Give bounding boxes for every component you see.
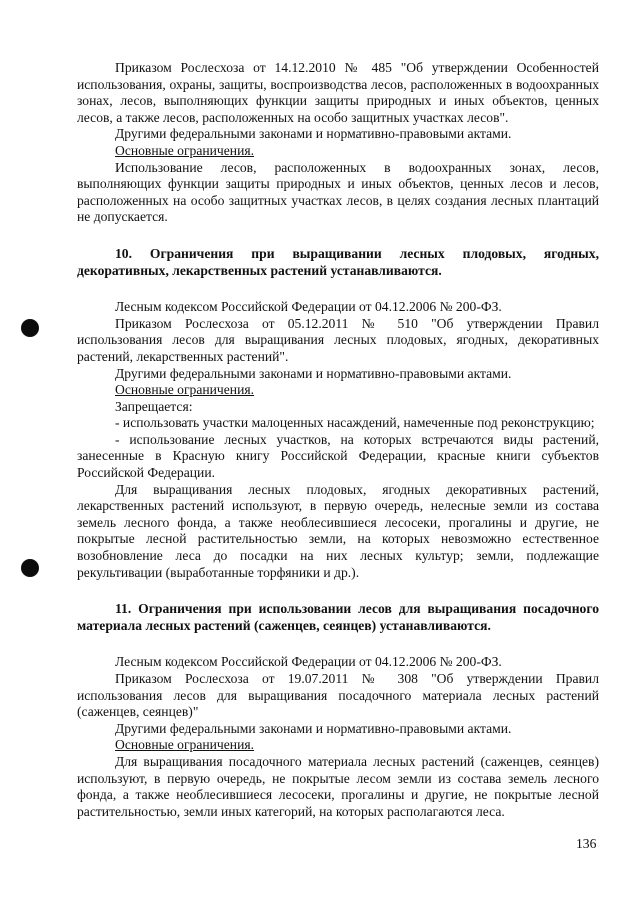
- other-laws-line: Другими федеральными законами и нормативно-правовыми актами.: [115, 126, 512, 142]
- order-2011-510-paragraph: Приказом Рослесхоза от 05.12.2011 № 510 "Об утверждении Правил использования лесов для выращивания лесных плодовых, ягодных, декоративных растений, лекарственных растений".: [77, 315, 599, 364]
- restriction-paragraph: Использование лесов, расположенных в водоохранных зонах, лесов, выполняющих функции защиты природных и иных объектов, ценных лесов и лесов, расположенных на особо защитных участках лесов, в целях создания лесных плантаций не допускается.: [77, 159, 599, 225]
- order-2011-308-paragraph: Приказом Рослесхоза от 19.07.2011 № 308 "Об утверждении Правил использования лесов для выращивания посадочного материала лесных растений (саженцев, сеянцев)": [77, 671, 599, 720]
- restrictions-label: Основные ограничения.: [115, 142, 255, 158]
- other-laws-line: Другими федеральными законами и нормативно-правовыми актами.: [115, 720, 512, 736]
- restrictions-label: Основные ограничения.: [115, 737, 255, 753]
- restrictions-label: Основные ограничения.: [115, 382, 255, 398]
- section-10-heading: 10. Ограничения при выращивании лесных плодовых, ягодных, декоративных, лекарственных растений устанавливаются.: [77, 245, 599, 278]
- usage-paragraph: Для выращивания лесных плодовых, ягодных декоративных растений, лекарственных растений используют, в первую очередь, нелесные земли из состава земель лесного фонда, а также необлесившиеся лесосеки, прогалины и другие, не покрытые лесной растительностью земли, на которых невозможно естественное возобновление леса до посадки на них лесных культур; земли, подлежащие рекультивации (выработанные торфяники и др.).: [77, 481, 599, 580]
- usage-paragraph: Для выращивания посадочного материала лесных растений (саженцев, сеянцев) используют, в первую очередь, не покрытые лесом земли из состава земель лесного фонда, а также необлесившиеся лесосеки, прогалины и другие, не покрытые лесной растительностью, земли иных категорий, на которых располагаются леса.: [77, 753, 599, 819]
- section-11-heading: 11. Ограничения при использовании лесов для выращивания посадочного материала лесных растений (саженцев, сеянцев) устанавливаются.: [77, 601, 599, 633]
- forest-code-line: Лесным кодексом Российской Федерации от 04.12.2006 № 200-ФЗ.: [115, 299, 502, 315]
- prohibited-item: - использовать участки малоценных насаждений, намеченные под реконструкцию;: [115, 415, 595, 431]
- document-page: [77, 60, 599, 820]
- prohibited-label: Запрещается:: [115, 398, 193, 414]
- forest-code-line: Лесным кодексом Российской Федерации от 04.12.2006 № 200-ФЗ.: [115, 654, 502, 670]
- page-number: 136: [576, 836, 597, 851]
- punch-hole-top: [21, 319, 39, 337]
- other-laws-line: Другими федеральными законами и нормативно-правовыми актами.: [115, 365, 512, 381]
- prohibited-item: - использование лесных участков, на которых встречаются виды растений, занесенные в Красную книгу Российской Федерации, красные книги субъектов Российской Федерации.: [77, 431, 599, 481]
- order-2010-paragraph: Приказом Рослесхоза от 14.12.2010 № 485 "Об утверждении Особенностей использования, охраны, защиты, воспроизводства лесов, расположенных в водоохранных зонах, лесов, выполняющих функции защиты природных и иных объектов, ценных лесов, а также лесов, расположенных на особо защитных участках лесов".: [77, 60, 599, 125]
- punch-hole-bottom: [21, 559, 39, 577]
